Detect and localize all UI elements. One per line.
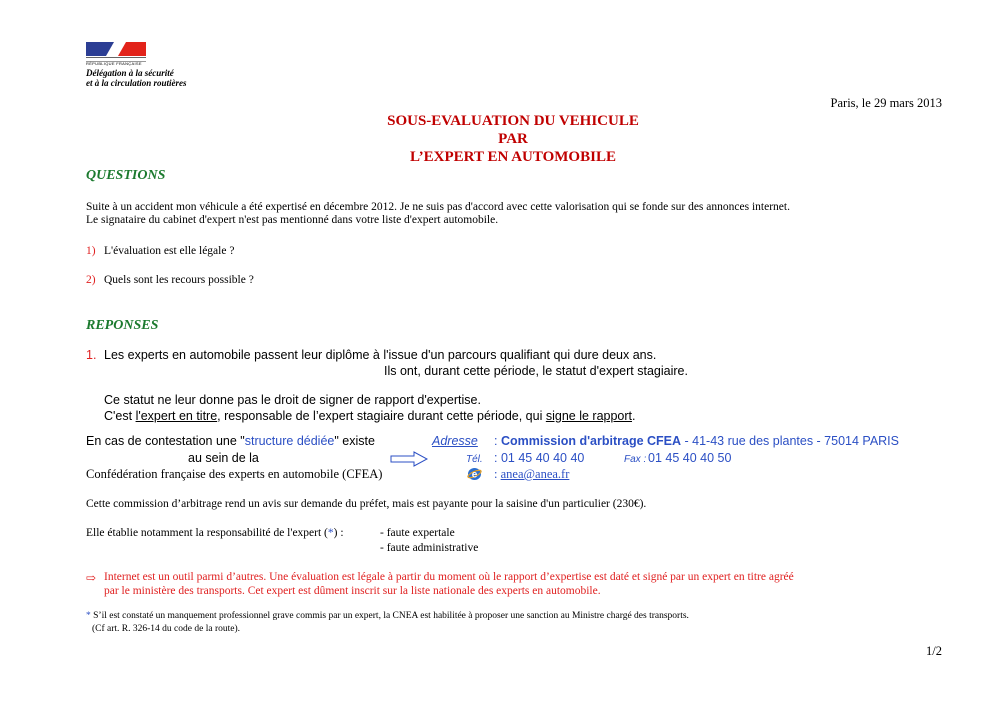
email-link[interactable]: anea@anea.fr [500,467,570,481]
title-line2: PAR [498,131,528,147]
email-value[interactable] [494,467,569,482]
contest-pre: En cas de contestation une " [86,434,245,448]
document-date: Paris, le 29 mars 2013 [830,96,942,110]
contest-post: " existe [334,434,375,448]
fax-value: 01 45 40 40 50 [648,451,732,465]
tel-label: Tél. [466,454,483,465]
answer-1-line1: Les experts en automobile passent leur diplôme à l'issue d'un parcours qualifiant qui dure deux ans. [104,348,657,362]
note-line2: par le ministère des transports. Cet expert est dûment inscrit sur la liste nationale des experts en automobile. [104,585,601,597]
footnote-text1: S’il est constaté un manquement professionnel grave commis par un expert, la CNEA est habilitée à proposer une sanction au Ministre chargé des transports. [90,611,689,621]
question-2-text: Quels sont les recours possible ? [104,274,254,286]
footnote-star: * [86,611,91,621]
answer-1-line2: Ils ont, durant cette période, le statut d'expert stagiaire. [384,364,688,378]
expert-en-titre-text: l'expert en titre [135,409,218,423]
email-colon: : [494,467,501,481]
address-value [494,434,899,448]
question-2-number: 2) [86,274,96,286]
responsibility-line [86,527,344,539]
structure-dediee-text: structure dédiée [244,434,335,448]
page-number: 1/2 [926,644,942,658]
resp-post: ) : [333,527,344,539]
tel-value: : 01 45 40 40 40 [494,451,585,465]
address-rest: - 41-43 rue des plantes - 75014 PARIS [681,434,899,448]
answer-1-line4-mid: , responsable de l’expert stagiaire durant cette période, qui [217,409,546,423]
answer-1-number: 1. [86,348,97,362]
title-line3: L’EXPERT EN AUTOMOBILE [410,149,616,165]
contest-line1 [86,434,375,448]
address-label: Adresse [432,434,478,448]
logo-text: RÉPUBLIQUE FRANÇAISE [86,61,142,66]
address-name: Commission d'arbitrage CFEA [500,434,682,448]
answers-heading: REPONSES [86,318,159,333]
answer-1-line4-end: . [632,409,636,423]
org-name-line1: Délégation à la sécurité [86,68,174,78]
svg-text:e: e [471,469,478,481]
responsibility-item2: - faute administrative [380,542,479,554]
questions-heading: QUESTIONS [86,168,166,183]
contest-line3: Confédération française des experts en automobile (CFEA) [86,467,383,481]
title-line1: SOUS-EVALUATION DU VEHICULE [387,113,639,129]
questions-intro-line2: Le signataire du cabinet d'expert n'est pas mentionné dans votre liste d'expert automobile. [86,214,499,226]
question-1-text: L'évaluation est elle légale ? [104,245,235,257]
resp-pre: Elle établie notamment la responsabilité de l'expert ( [86,527,328,539]
right-arrow-icon [390,451,428,467]
note-line1: Internet est un outil parmi d’autres. Une évaluation est légale à partir du moment où le rapport d’expertise est daté et signé par un expert en titre agréé [104,571,794,583]
answer-1-line4-pre: C'est [104,409,136,423]
signe-le-rapport-text: signe le rapport [545,409,633,423]
footnote-line1 [86,611,689,621]
commission-text: Cette commission d’arbitrage rend un avis sur demande du préfet, mais est payante pour la saisine d'un particulier (230€). [86,498,647,510]
resp-star: * [327,527,334,539]
question-1-number: 1) [86,245,96,257]
questions-intro-line1: Suite à un accident mon véhicule a été expertisé en décembre 2012. Je ne suis pas d'accord avec cette valorisation qui se fonde sur des annonces internet. [86,201,790,213]
note-arrow-icon: ⇨ [86,571,97,585]
footnote-line2: (Cf art. R. 326-14 du code de la route). [92,624,240,634]
responsibility-item1: - faute expertale [380,527,455,539]
answer-1-line3: Ce statut ne leur donne pas le droit de signer de rapport d'expertise. [104,393,481,407]
address-colon: : [494,434,501,448]
answer-1-line4 [104,409,636,423]
contest-line2: au sein de la [188,451,259,465]
browser-e-icon [467,467,482,481]
org-name-line2: et à la circulation routières [86,78,187,88]
republique-francaise-logo [86,42,146,66]
fax-label: Fax : [624,454,647,465]
